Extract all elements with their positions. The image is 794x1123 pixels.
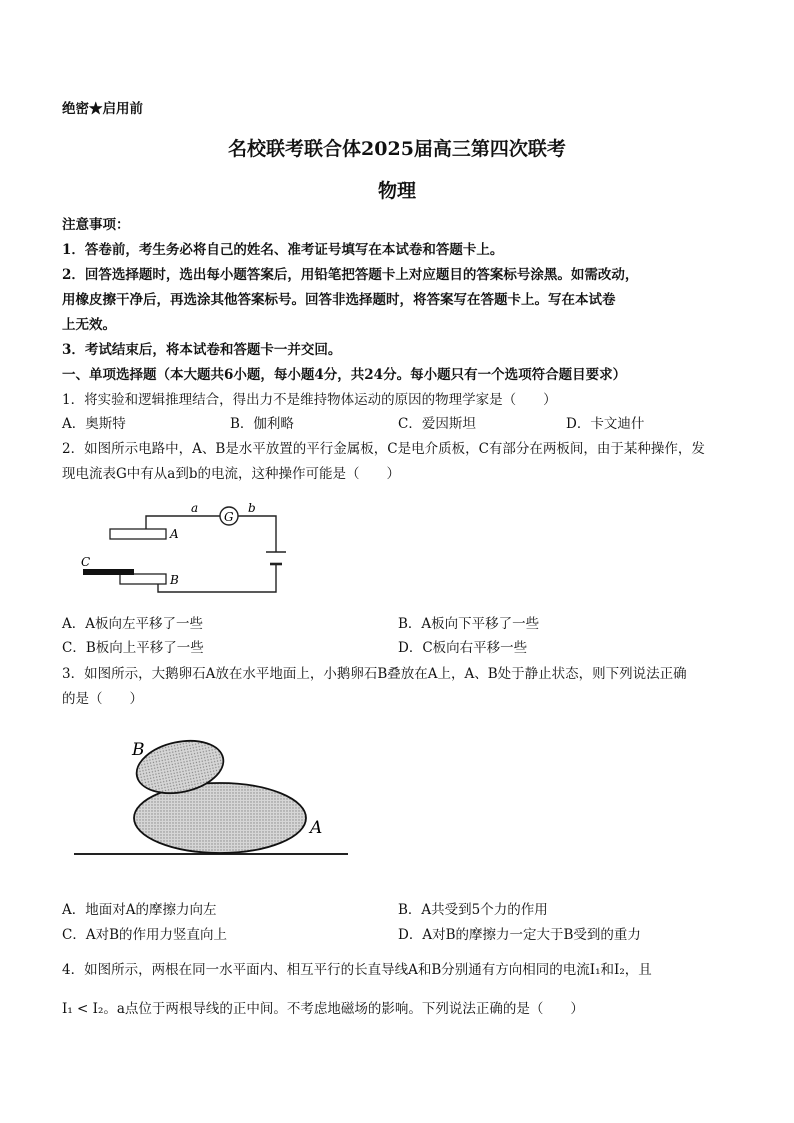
pebble-a <box>134 783 306 853</box>
notice-heading: 注意事项： <box>62 217 130 233</box>
confidential-mark: 绝密★启用前 <box>62 101 143 117</box>
plate-b <box>120 574 166 584</box>
q3-option-d: D．A对B的摩擦力一定大于B受到的重力 <box>398 927 641 943</box>
q3-option-c: C．A对B的作用力竖直向上 <box>62 927 227 943</box>
q2-circuit-figure <box>70 500 310 610</box>
q1-option-a: A．奥斯特 <box>62 416 126 432</box>
q3-stem-line2: 的是（ ） <box>62 691 143 707</box>
q1-option-c: C．爱因斯坦 <box>398 416 476 432</box>
point-a-label: a <box>191 501 199 515</box>
section-heading: 一、单项选择题（本大题共6小题，每小题4分，共24分。每小题只有一个选项符合题目要求） <box>62 367 627 383</box>
q3-option-a: A．地面对A的摩擦力向左 <box>62 902 217 918</box>
q1-option-d: D．卡文迪什 <box>566 416 645 432</box>
q3-stem-line1: 3．如图所示，大鹅卵石A放在水平地面上，小鹅卵石B叠放在A上，A、B处于静止状态，则下列说法正确 <box>62 666 687 682</box>
plate-a <box>110 529 166 539</box>
exam-title: 名校联考联合体2025届高三第四次联考 <box>228 138 566 160</box>
q2-option-c: C．B板向上平移了一些 <box>62 640 204 656</box>
plate-b-label: B <box>170 573 179 587</box>
pebble-a-label: A <box>310 818 323 838</box>
q3-pebbles-figure <box>70 732 360 862</box>
q2-stem-line1: 2．如图所示电路中，A、B是水平放置的平行金属板，C是电介质板，C有部分在两板间，由于某种操作，发 <box>62 441 705 457</box>
notice-item-3: 3．考试结束后，将本试卷和答题卡一并交回。 <box>62 342 342 358</box>
q1-stem: 1．将实验和逻辑推理结合，得出力不是维持物体运动的原因的物理学家是（ ） <box>62 392 557 408</box>
q2-stem-line2: 现电流表G中有从a到b的电流，这种操作可能是（ ） <box>62 466 400 482</box>
plate-a-label: A <box>170 527 179 541</box>
dielectric-c-label: C <box>81 555 91 569</box>
galvanometer-label: G <box>224 510 234 524</box>
q1-option-b: B．伽利略 <box>230 416 294 432</box>
notice-item-2-cont: 用橡皮擦干净后，再选涂其他答案标号。回答非选择题时，将答案写在答题卡上。写在本试卷 <box>62 292 616 308</box>
q3-option-b: B．A共受到5个力的作用 <box>398 902 548 918</box>
point-b-label: b <box>248 501 256 515</box>
notice-item-2-end: 上无效。 <box>62 317 116 333</box>
q2-option-a: A．A板向左平移了一些 <box>62 616 203 632</box>
q2-option-b: B．A板向下平移了一些 <box>398 616 540 632</box>
notice-item-2: 2．回答选择题时，选出每小题答案后，用铅笔把答题卡上对应题目的答案标号涂黑。如需改动， <box>62 267 639 283</box>
dielectric-c <box>83 569 134 575</box>
q4-stem-line1: 4．如图所示，两根在同一水平面内、相互平行的长直导线A和B分别通有方向相同的电流I₁和I₂，且 <box>62 962 652 978</box>
pebble-b-label: B <box>132 740 145 760</box>
notice-item-1: 1．答卷前，考生务必将自己的姓名、准考证号填写在本试卷和答题卡上。 <box>62 242 504 258</box>
subject-title: 物理 <box>377 180 416 202</box>
q4-stem-line2: I₁ < I₂。a点位于两根导线的正中间。不考虑地磁场的影响。下列说法正确的是（ ） <box>62 1001 584 1017</box>
q2-option-d: D．C板向右平移一些 <box>398 640 528 656</box>
